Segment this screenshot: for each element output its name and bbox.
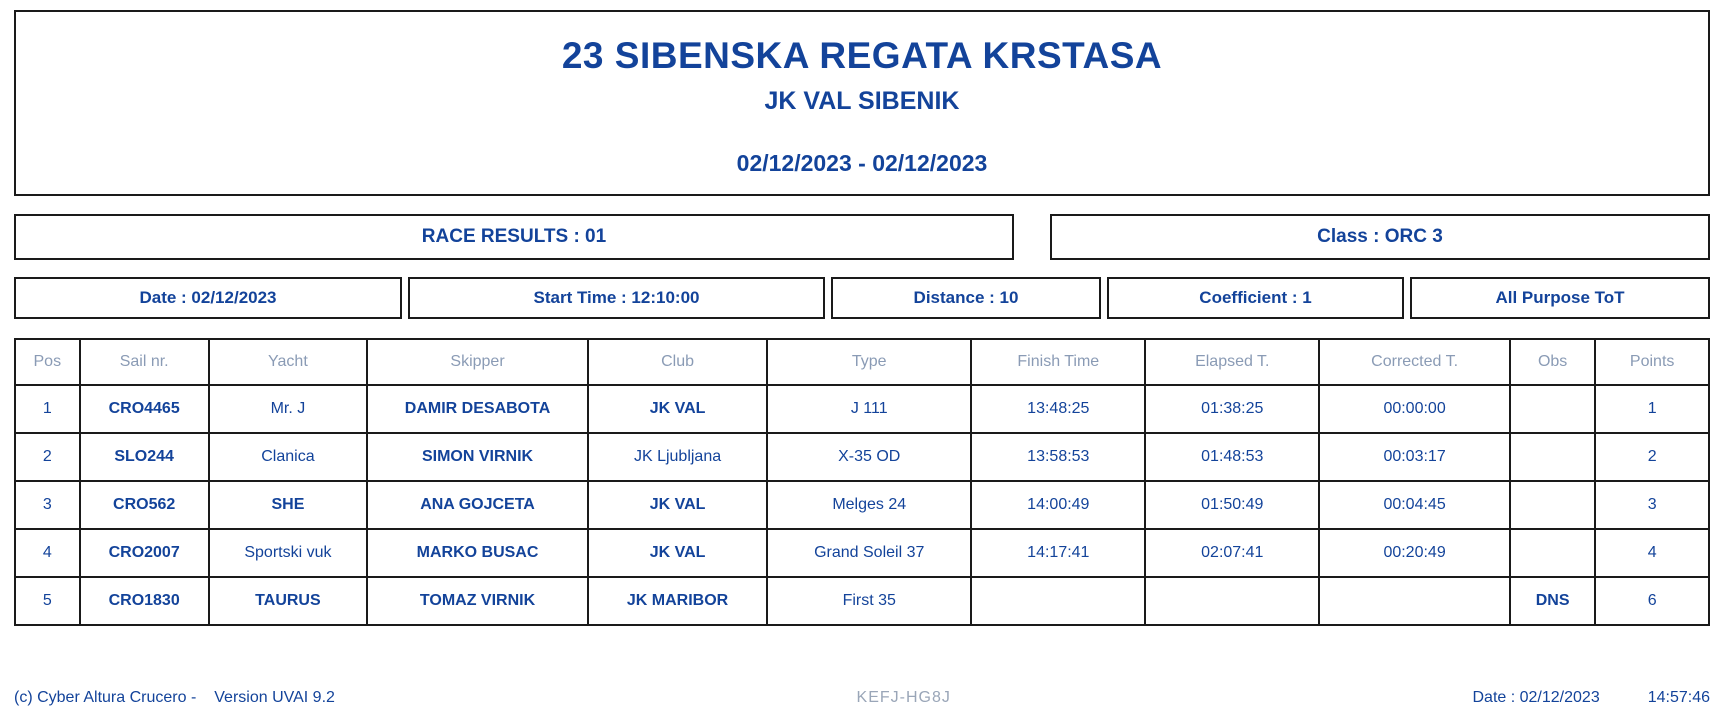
cell-points: 1 xyxy=(1595,385,1709,433)
cell-elapsed: 01:38:25 xyxy=(1145,385,1319,433)
cell-type: Melges 24 xyxy=(767,481,971,529)
column-header-pos: Pos xyxy=(15,339,80,385)
table-row xyxy=(15,577,1709,625)
race-scoring-system: All Purpose ToT xyxy=(1410,277,1710,319)
cell-elapsed xyxy=(1145,577,1319,625)
cell-type: J 111 xyxy=(767,385,971,433)
race-coefficient: Coefficient : 1 xyxy=(1107,277,1404,319)
cell-corrected: 00:04:45 xyxy=(1319,481,1510,529)
cell-club: JK MARIBOR xyxy=(588,577,767,625)
cell-pos: 4 xyxy=(15,529,80,577)
footer-version: Version UVAI 9.2 xyxy=(214,689,335,706)
cell-obs xyxy=(1510,385,1595,433)
cell-obs xyxy=(1510,481,1595,529)
cell-club: JK VAL xyxy=(588,529,767,577)
event-organizer: JK VAL SIBENIK xyxy=(764,86,960,115)
event-title: 23 SIBENSKA REGATA KRSTASA xyxy=(561,35,1163,76)
table-row xyxy=(15,385,1709,433)
column-header-points: Points xyxy=(1595,339,1709,385)
table-row xyxy=(15,529,1709,577)
event-dates: 02/12/2023 - 02/12/2023 xyxy=(736,149,988,176)
cell-yacht: SHE xyxy=(209,481,367,529)
race-results-label: RACE RESULTS : 01 xyxy=(14,214,1014,260)
column-header-finish-time: Finish Time xyxy=(971,339,1145,385)
cell-corrected: 00:03:17 xyxy=(1319,433,1510,481)
race-bar xyxy=(14,214,1710,260)
footer-copyright: (c) Cyber Altura Crucero - xyxy=(14,689,197,706)
race-class-label: Class : ORC 3 xyxy=(1050,214,1710,260)
cell-pos: 5 xyxy=(15,577,80,625)
cell-skipper: ANA GOJCETA xyxy=(367,481,588,529)
cell-elapsed: 01:48:53 xyxy=(1145,433,1319,481)
cell-obs xyxy=(1510,529,1595,577)
footer-date: Date : 02/12/2023 xyxy=(1472,689,1600,706)
cell-sail: CRO2007 xyxy=(80,529,209,577)
cell-elapsed: 02:07:41 xyxy=(1145,529,1319,577)
cell-points: 4 xyxy=(1595,529,1709,577)
cell-type: Grand Soleil 37 xyxy=(767,529,971,577)
cell-yacht: Sportski vuk xyxy=(209,529,367,577)
race-info-bar xyxy=(14,277,1710,319)
cell-type: X-35 OD xyxy=(767,433,971,481)
cell-pos: 1 xyxy=(15,385,80,433)
cell-type: First 35 xyxy=(767,577,971,625)
race-bar-spacer xyxy=(1014,214,1050,260)
cell-finish: 13:48:25 xyxy=(971,385,1145,433)
cell-sail: CRO1830 xyxy=(80,577,209,625)
cell-skipper: TOMAZ VIRNIK xyxy=(367,577,588,625)
cell-sail: CRO562 xyxy=(80,481,209,529)
cell-corrected: 00:20:49 xyxy=(1319,529,1510,577)
cell-obs: DNS xyxy=(1510,577,1595,625)
footer-time: 14:57:46 xyxy=(1647,689,1710,706)
column-header-yacht: Yacht xyxy=(209,339,367,385)
cell-yacht: TAURUS xyxy=(209,577,367,625)
race-start-time: Start Time : 12:10:00 xyxy=(408,277,825,319)
column-header-corrected-time: Corrected T. xyxy=(1319,339,1510,385)
cell-sail: CRO4465 xyxy=(80,385,209,433)
event-header xyxy=(14,10,1710,196)
column-header-sail: Sail nr. xyxy=(80,339,209,385)
cell-yacht: Clanica xyxy=(209,433,367,481)
cell-pos: 2 xyxy=(15,433,80,481)
cell-skipper: MARKO BUSAC xyxy=(367,529,588,577)
cell-finish: 14:17:41 xyxy=(971,529,1145,577)
cell-pos: 3 xyxy=(15,481,80,529)
cell-sail: SLO244 xyxy=(80,433,209,481)
cell-yacht: Mr. J xyxy=(209,385,367,433)
table-header-row xyxy=(15,339,1709,385)
cell-points: 3 xyxy=(1595,481,1709,529)
table-row xyxy=(15,481,1709,529)
column-header-club: Club xyxy=(588,339,767,385)
race-date: Date : 02/12/2023 xyxy=(14,277,402,319)
cell-points: 2 xyxy=(1595,433,1709,481)
cell-elapsed: 01:50:49 xyxy=(1145,481,1319,529)
results-table xyxy=(14,338,1710,626)
page-footer xyxy=(14,684,1710,712)
cell-skipper: SIMON VIRNIK xyxy=(367,433,588,481)
cell-corrected: 00:00:00 xyxy=(1319,385,1510,433)
race-distance: Distance : 10 xyxy=(831,277,1101,319)
cell-finish: 14:00:49 xyxy=(971,481,1145,529)
cell-obs xyxy=(1510,433,1595,481)
cell-club: JK VAL xyxy=(588,481,767,529)
column-header-skipper: Skipper xyxy=(367,339,588,385)
column-header-type: Type xyxy=(767,339,971,385)
cell-finish: 13:58:53 xyxy=(971,433,1145,481)
cell-points: 6 xyxy=(1595,577,1709,625)
cell-skipper: DAMIR DESABOTA xyxy=(367,385,588,433)
cell-club: JK Ljubljana xyxy=(588,433,767,481)
column-header-obs: Obs xyxy=(1510,339,1595,385)
footer-watermark: KEFJ-HG8J xyxy=(856,689,951,706)
table-row xyxy=(15,433,1709,481)
cell-club: JK VAL xyxy=(588,385,767,433)
cell-corrected xyxy=(1319,577,1510,625)
cell-finish xyxy=(971,577,1145,625)
column-header-elapsed-time: Elapsed T. xyxy=(1145,339,1319,385)
